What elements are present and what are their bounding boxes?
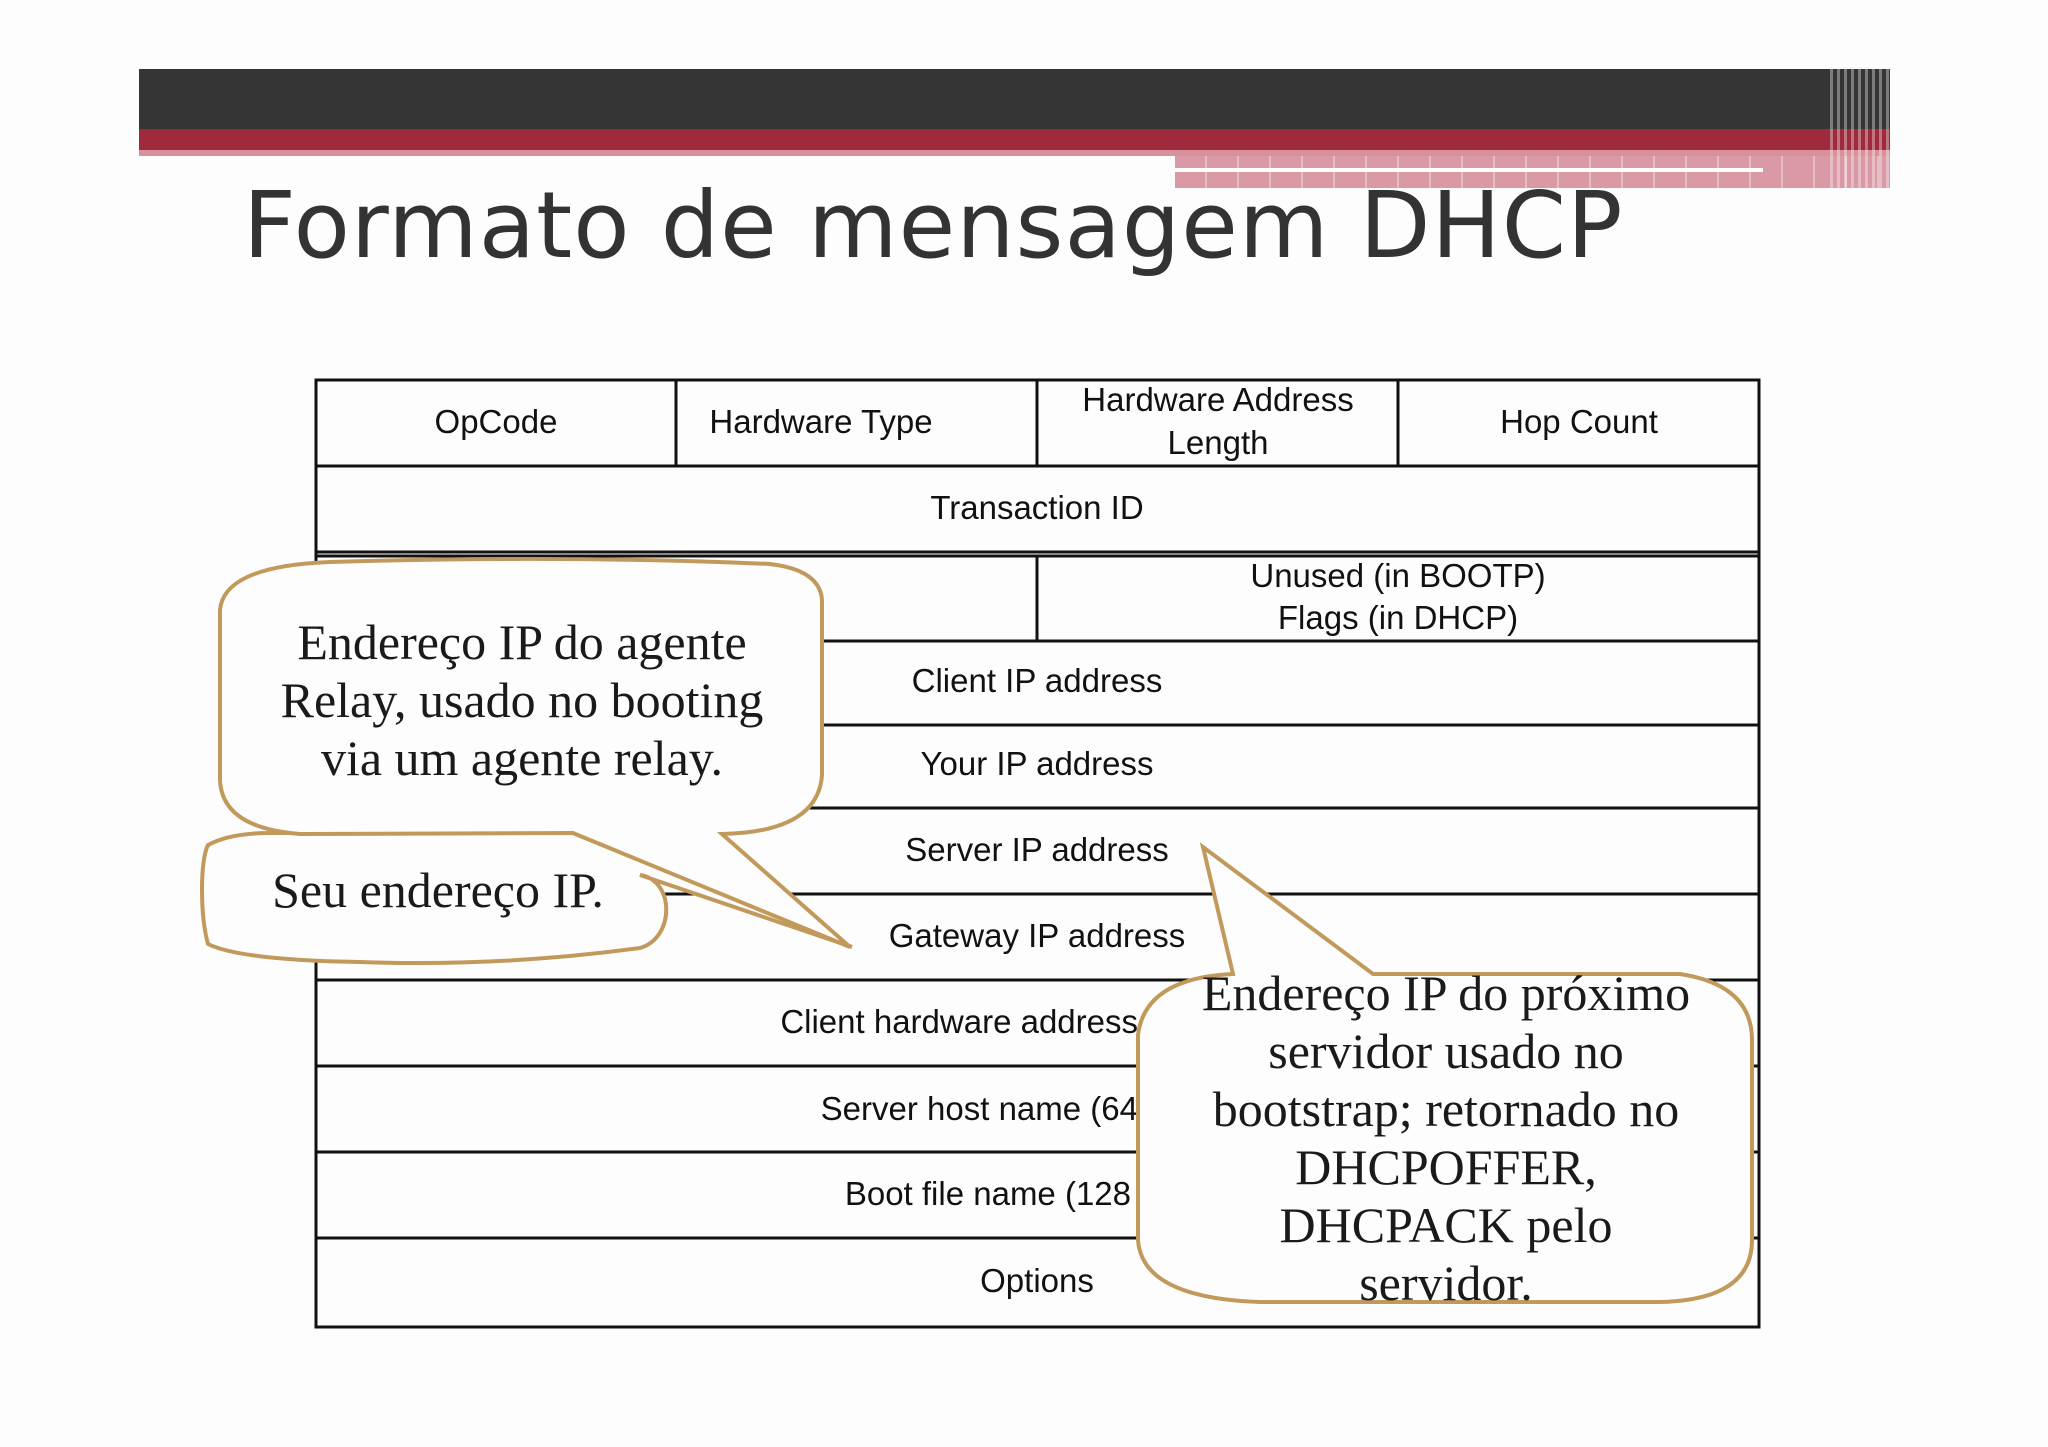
field-hardware-address-length-line1: Hardware Address [1082,381,1354,418]
field-gateway-ip: Gateway IP address [888,917,1186,954]
field-options: Options [980,1262,1094,1299]
callout-next-server-line3: bootstrap; retornado no [1212,1081,1680,1137]
callout-next-server-line6: servidor. [1359,1255,1533,1311]
field-server-host-name: Server host name (64 [820,1090,1138,1127]
field-client-hardware-address: Client hardware address [780,1003,1138,1040]
callout-relay-agent-line3: via um agente relay. [320,730,724,786]
field-flags-line1: Unused (in BOOTP) [1250,557,1546,594]
field-boot-file-name: Boot file name (128 [844,1175,1131,1212]
callout-relay-agent-line2: Relay, usado no booting [280,672,764,728]
field-hardware-type: Hardware Type [709,403,933,440]
field-flags-line2: Flags (in DHCP) [1277,599,1519,636]
callout-next-server-line5: DHCPACK pelo [1279,1197,1613,1253]
field-your-ip: Your IP address [920,745,1154,782]
callout-your-ip-text: Seu endereço IP. [272,862,604,918]
callout-next-server-line4: DHCPOFFER, [1295,1139,1597,1195]
field-hardware-address-length-line2: Length [1167,424,1269,461]
callout-next-server [1138,847,1752,1311]
slide-title: Formato de mensagem DHCP [243,172,1624,279]
field-hop-count: Hop Count [1500,403,1658,440]
field-transaction-id: Transaction ID [930,489,1144,526]
callout-next-server-line2: servidor usado no [1268,1023,1624,1079]
field-client-ip: Client IP address [911,662,1163,699]
field-server-ip: Server IP address [905,831,1169,868]
callout-next-server-line1: Endereço IP do próximo [1201,965,1691,1021]
callout-relay-agent-line1: Endereço IP do agente [297,614,747,670]
field-opcode: OpCode [434,403,558,440]
